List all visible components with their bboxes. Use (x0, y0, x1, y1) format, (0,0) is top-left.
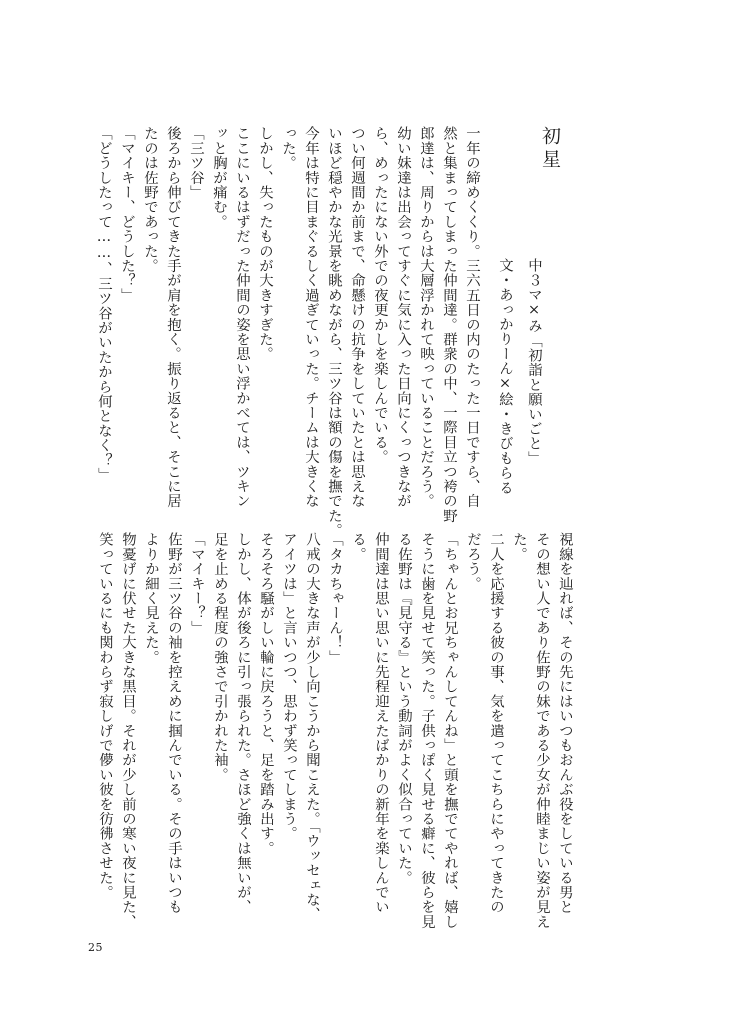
text-line: そうに歯を見せて笑った。子供っぽく見せる癖に、彼らを見 (419, 532, 435, 929)
text-line: たのは佐野であった。 (142, 126, 158, 273)
text-line: 然と集まってしまった仲間達。群衆の中、一際目立つ袴の野 (441, 126, 457, 523)
text-line: いほど穏やかな光景を眺めながら、三ツ谷は額の傷を撫でた。 (326, 126, 342, 538)
story-title: 初星 (539, 126, 561, 172)
text-line: 「マイキー？」 (189, 532, 205, 635)
text-line: 「タカちゃーん！」 (327, 532, 343, 665)
story-subtitle: 中３マ×み「初詣と願いごと」 (526, 258, 542, 466)
text-line: だろう。 (465, 532, 481, 591)
text-line: る佐野は『見守る』という動詞がよく似合っていた。 (396, 532, 412, 885)
text-line: 物憂げに伏せた大きな黒目。それが少し前の寒い夜に見た、 (120, 532, 136, 929)
text-line: 「マイキー、どうした？」 (119, 126, 135, 303)
text-line: そろそろ騒がしい輪に戻ろうと、足を踏み出す。 (258, 532, 274, 856)
text-line: ここにいるはずだった仲間の姿を思い浮かべては、ツキン (234, 126, 250, 509)
text-line: 佐野が三ツ谷の袖を控えめに掴んでいる。その手はいつも (166, 532, 182, 915)
text-line: 「三ツ谷」 (188, 126, 204, 200)
text-line: 視線を辿れば、その先にはいつもおんぶ役をしている男と (557, 532, 573, 915)
text-line: ら、めったにない外での夜更かしを楽しんでいる。 (372, 126, 388, 465)
text-line: しかし、失ったものが大きすぎた。 (257, 126, 273, 362)
text-line: アイツは」と言いつつ、思わず笑ってしまう。 (281, 532, 297, 841)
text-line: った。 (280, 126, 296, 171)
text-line: 仲間達は思い思いに先程迎えたばかりの新年を楽しんでい (373, 532, 389, 915)
text-line: 後ろから伸びてきた手が肩を抱く。振り返ると、そこに居 (165, 126, 181, 509)
text-line: ッと胸が痛む。 (211, 126, 227, 229)
page-number: 25 (88, 941, 103, 954)
text-line: 一年の締めくくり。三六五日の内のたった一日ですら、自 (464, 126, 480, 509)
text-line: る。 (350, 532, 366, 562)
text-line: 八戒の大きな声が少し向こうから聞こえた。「ウッセェな、 (304, 532, 320, 922)
text-line: 「ちゃんとお兄ちゃんしてんね」と頭を撫でてやれば、嬉し (442, 532, 458, 929)
text-line: 郎達は、周りからは大層浮かれて映っていることだろう。 (418, 126, 434, 509)
text-line: 「どうしたって……、三ツ谷がいたから何となく？」 (96, 126, 112, 482)
text-line: その想い人であり佐野の妹である少女が仲睦まじい姿が見え (534, 532, 550, 929)
text-line: 幼い妹達は出会ってすぐに気に入った日向にくっつきなが (395, 126, 411, 509)
text-line: 笑っているにも関わらず寂しげで儚い彼を彷彿させた。 (97, 532, 113, 900)
text-line: つい何週間か前まで、命懸けの抗争をしていたとは思えな (349, 126, 365, 509)
text-line: た。 (511, 532, 527, 562)
text-line: 足を止める程度の強さで引かれた袖。 (212, 532, 228, 782)
text-line: よりか細く見えた。 (143, 532, 159, 665)
text-line: 今年は特に目まぐるしく過ぎていった。チームは大きくな (303, 126, 319, 509)
text-line: 二人を応援する彼の事、気を遣ってこちらにやってきたの (488, 532, 504, 915)
text-line: しかし、体が後ろに引っ張られた。さほど強くは無いが、 (235, 532, 251, 915)
story-credits: 文・あっかりーん×絵・きびもらる (497, 258, 513, 495)
